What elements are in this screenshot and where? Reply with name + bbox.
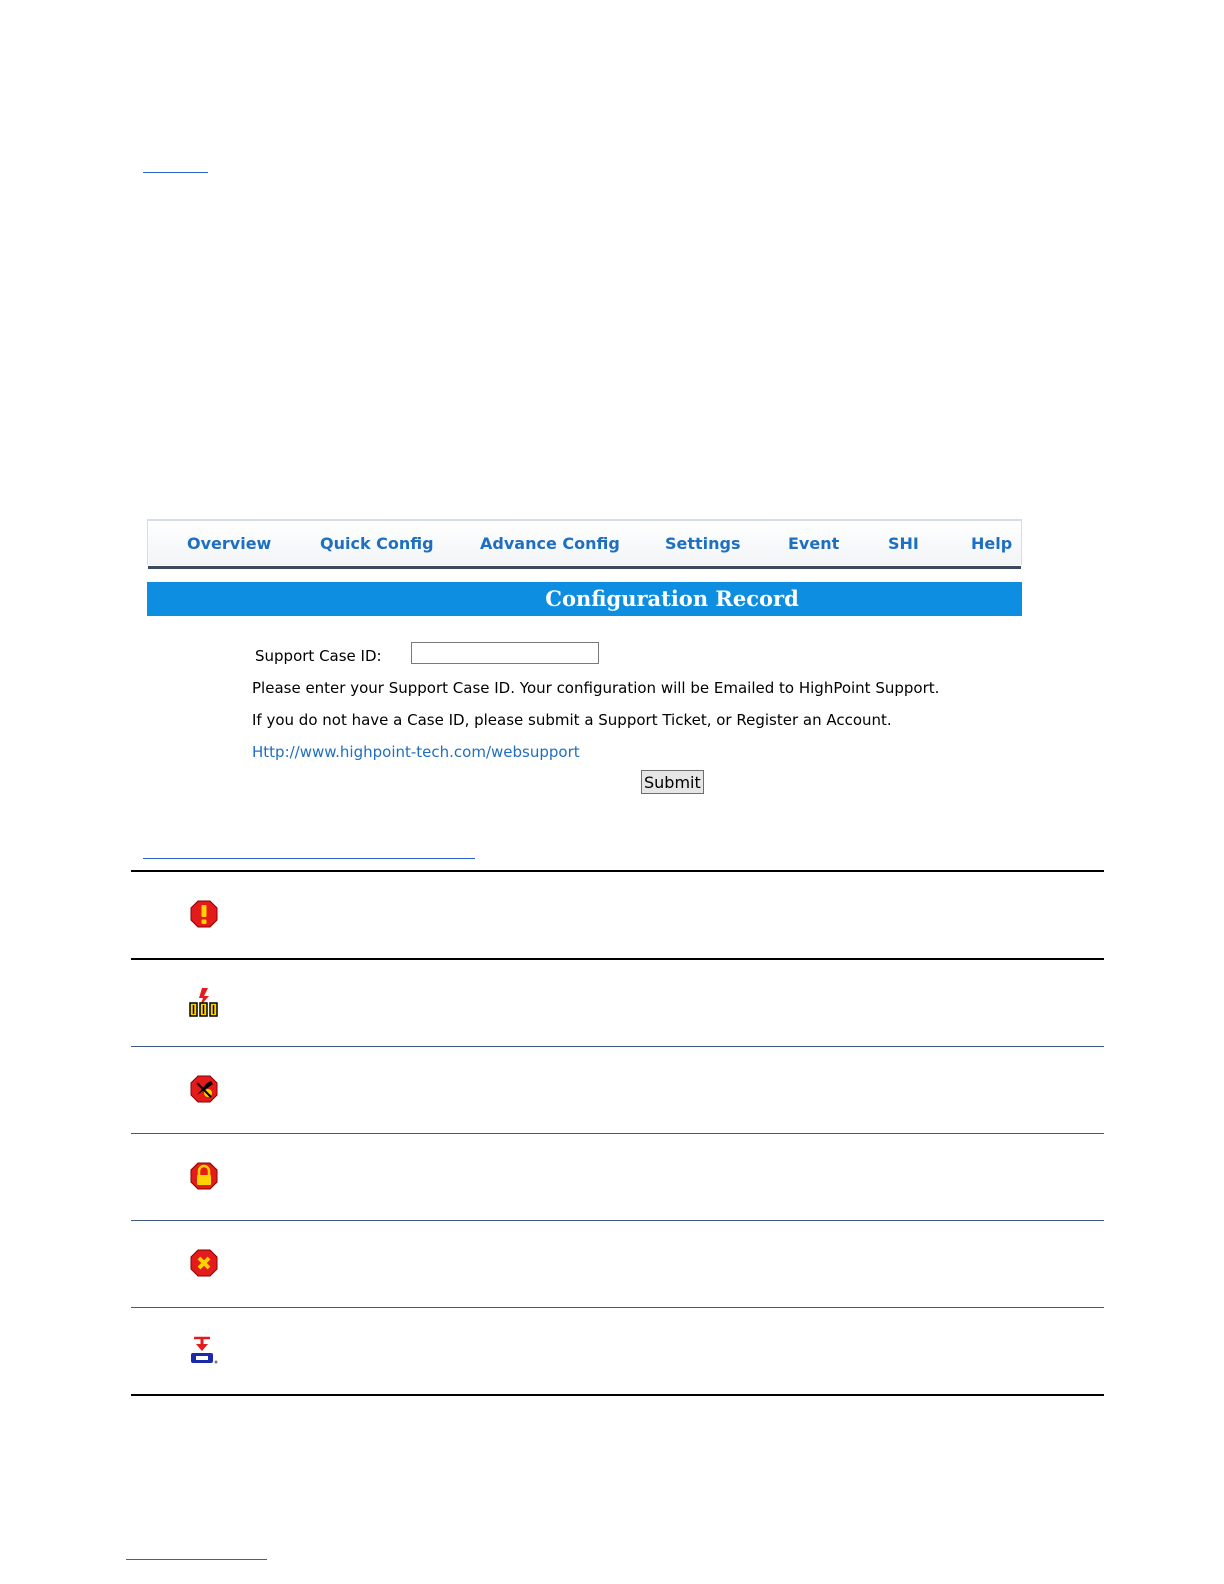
- nav-overview[interactable]: Overview: [187, 534, 272, 553]
- table-row: [131, 1134, 1104, 1221]
- websupport-link[interactable]: Http://www.highpoint-tech.com/websupport: [252, 743, 580, 761]
- disk-locked-icon: [188, 1160, 220, 1192]
- top-navigation-bar: [147, 519, 1022, 565]
- disk-eject-icon: [188, 1334, 220, 1366]
- link-underline-bottom: [126, 1559, 267, 1560]
- section-title: Configuration Record: [147, 582, 1022, 616]
- case-id-label: Support Case ID:: [255, 647, 382, 665]
- status-icon-table: [131, 870, 1104, 1396]
- nav-help[interactable]: Help: [971, 534, 1013, 553]
- nav-shi[interactable]: SHI: [888, 534, 919, 553]
- critical-alert-icon: [188, 898, 220, 930]
- no-case-id-text: If you do not have a Case ID, please submit a Support Ticket, or Register an Account.: [252, 711, 892, 729]
- disk-activity-icon: [188, 986, 220, 1018]
- link-underline-top: [143, 172, 208, 173]
- table-row: [131, 1308, 1104, 1396]
- table-row: [131, 1047, 1104, 1134]
- table-row: [131, 870, 1104, 960]
- table-row: [131, 1221, 1104, 1308]
- configuration-record-panel: [147, 519, 1022, 792]
- case-id-input[interactable]: [411, 642, 599, 664]
- nav-quick-config[interactable]: Quick Config: [320, 534, 434, 553]
- nav-advance-config[interactable]: Advance Config: [480, 534, 620, 553]
- nav-event[interactable]: Event: [788, 534, 840, 553]
- disk-failed-icon: [188, 1247, 220, 1279]
- navbar-divider: [148, 566, 1021, 569]
- disk-fault-icon: [188, 1073, 220, 1105]
- table-row: [131, 960, 1104, 1047]
- submit-button[interactable]: Submit: [641, 770, 704, 794]
- nav-settings[interactable]: Settings: [665, 534, 741, 553]
- link-underline-mid: [143, 858, 475, 859]
- instruction-text: Please enter your Support Case ID. Your configuration will be Emailed to HighPoint Support.: [252, 679, 940, 697]
